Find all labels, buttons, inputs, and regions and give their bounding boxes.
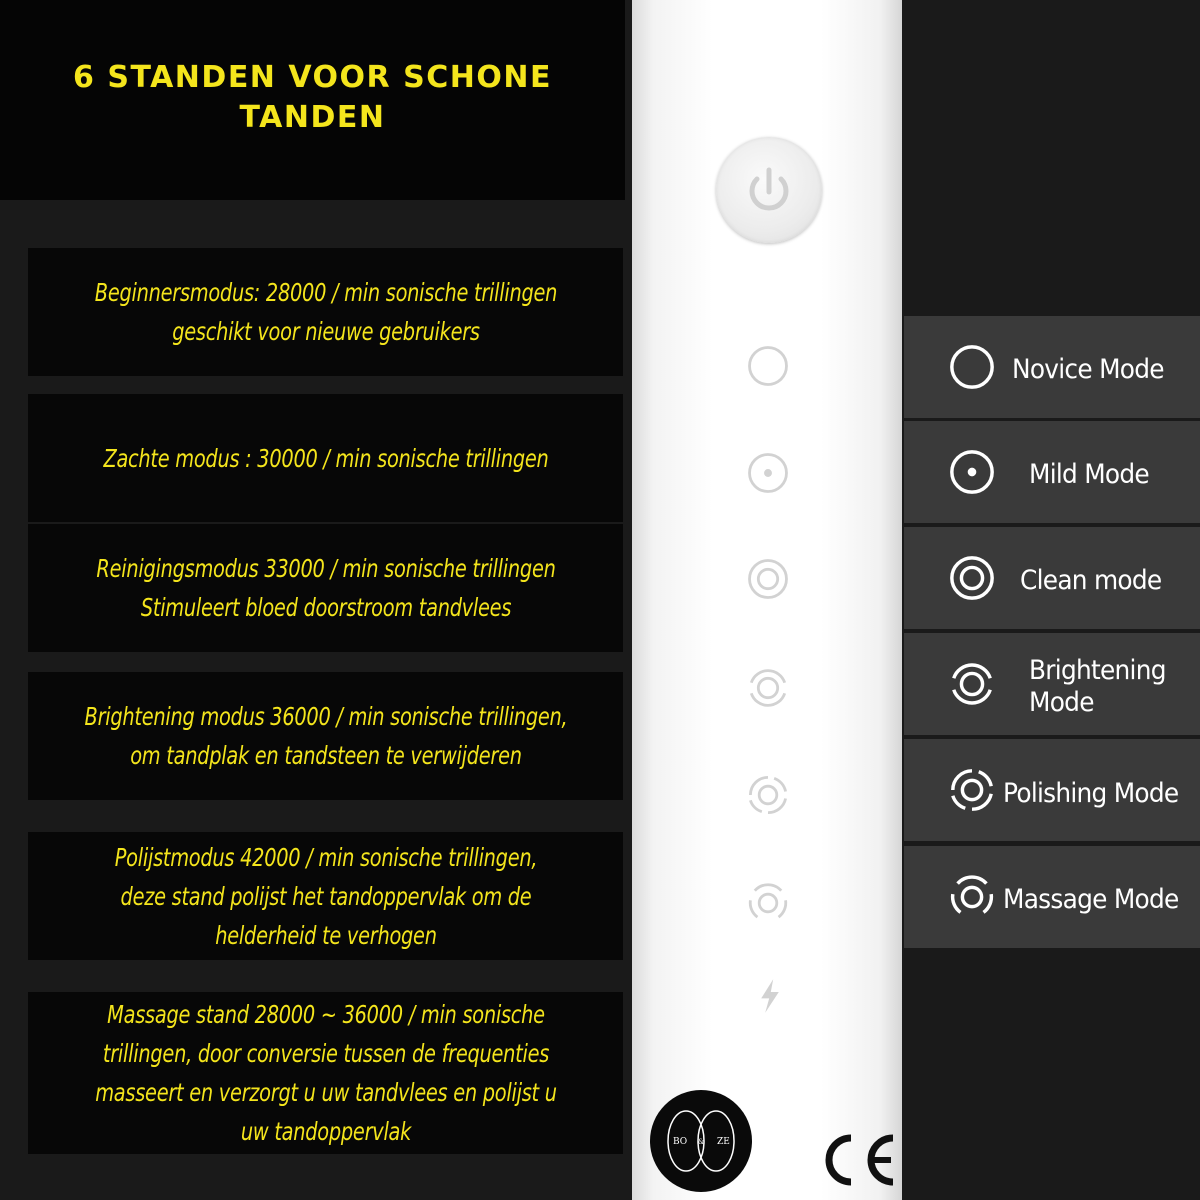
handle-novice-mode-icon	[746, 344, 790, 393]
mild-mode-icon	[948, 448, 996, 496]
mode-label-line: Polishing Mode	[1003, 778, 1179, 809]
ce-certification-mark	[815, 1130, 900, 1190]
handle-mild-mode-icon	[746, 451, 790, 500]
description-text	[33, 549, 618, 627]
mode-panel	[904, 633, 1200, 735]
description-text	[33, 697, 618, 775]
description-line: Stimuleert bloed doorstroom tandvlees	[140, 593, 511, 622]
description-line: Massage stand 28000 ~ 36000 / min sonische	[106, 1000, 545, 1029]
description-line: Reinigingsmodus 33000 / min sonische trillingen	[95, 554, 556, 583]
mode-panel	[904, 527, 1200, 629]
mode-label-line: Mode	[1029, 687, 1094, 718]
description-line: Beginnersmodus: 28000 / min sonische trillingen	[94, 278, 557, 307]
description-card	[28, 524, 623, 652]
mode-panel	[904, 739, 1200, 841]
mode-label	[1003, 884, 1179, 916]
handle-clean-mode-icon	[746, 557, 790, 606]
logo-mark	[650, 1090, 752, 1192]
description-line: helderheid te verhogen	[214, 920, 437, 950]
description-line: Brightening modus 36000 / min sonische trillingen,	[84, 702, 567, 731]
header-box	[0, 0, 625, 200]
novice-mode-icon	[948, 343, 996, 391]
description-text	[33, 439, 618, 478]
mode-label-line: Mild Mode	[1029, 459, 1149, 490]
description-line: Zachte modus : 30000 / min sonische trillingen	[102, 443, 549, 473]
bo-ze-logo	[650, 1090, 752, 1192]
description-card	[28, 832, 623, 960]
mode-label	[1003, 778, 1178, 810]
page-title: 6 STANDEN VOOR SCHONE TANDEN	[73, 60, 552, 135]
mode-label-line: Novice Mode	[1012, 354, 1164, 385]
polishing-mode-icon	[948, 766, 996, 814]
mode-label	[1012, 354, 1164, 386]
mode-label	[1029, 655, 1166, 719]
mode-panel	[904, 846, 1200, 948]
description-card	[28, 672, 623, 800]
handle-massage-mode-icon	[746, 881, 790, 930]
description-text	[33, 838, 618, 955]
description-line: deze stand polijst het tandoppervlak om de	[120, 881, 531, 911]
mode-label	[1020, 565, 1161, 597]
clean-mode-icon	[948, 554, 996, 602]
power-button[interactable]	[716, 137, 822, 243]
power-icon	[716, 137, 822, 243]
description-line: trillingen, door conversie tussen de frequenties	[102, 1039, 549, 1068]
mode-label	[1029, 459, 1149, 491]
description-card	[28, 992, 623, 1154]
handle-polishing-mode-icon	[746, 773, 790, 822]
mode-label-line: Brightening	[1029, 655, 1166, 686]
description-line: geschikt voor nieuwe gebruikers	[171, 317, 480, 346]
brightening-mode-icon	[948, 660, 996, 708]
description-text	[33, 273, 618, 351]
handle-brightening-mode-icon	[746, 666, 790, 715]
mode-panel	[904, 316, 1200, 418]
description-card	[28, 248, 623, 376]
description-line: uw tandoppervlak	[240, 1117, 411, 1146]
mode-panel	[904, 421, 1200, 523]
description-text	[33, 995, 618, 1151]
mode-label-line: Clean mode	[1020, 565, 1162, 596]
logo-ampersand: &	[698, 1138, 705, 1146]
logo-letters-right: ZE	[717, 1137, 730, 1147]
description-line: masseert en verzorgt u uw tandvlees en polijst u	[94, 1078, 557, 1107]
logo-letters-left: BO	[673, 1137, 688, 1147]
massage-mode-icon	[948, 873, 996, 921]
description-card	[28, 394, 623, 522]
description-line: Polijstmodus 42000 / min sonische trillingen,	[114, 842, 537, 872]
handle-charging-icon	[750, 976, 790, 1021]
description-line: om tandplak en tandsteen te verwijderen	[129, 741, 522, 770]
mode-label-line: Massage Mode	[1003, 884, 1179, 915]
